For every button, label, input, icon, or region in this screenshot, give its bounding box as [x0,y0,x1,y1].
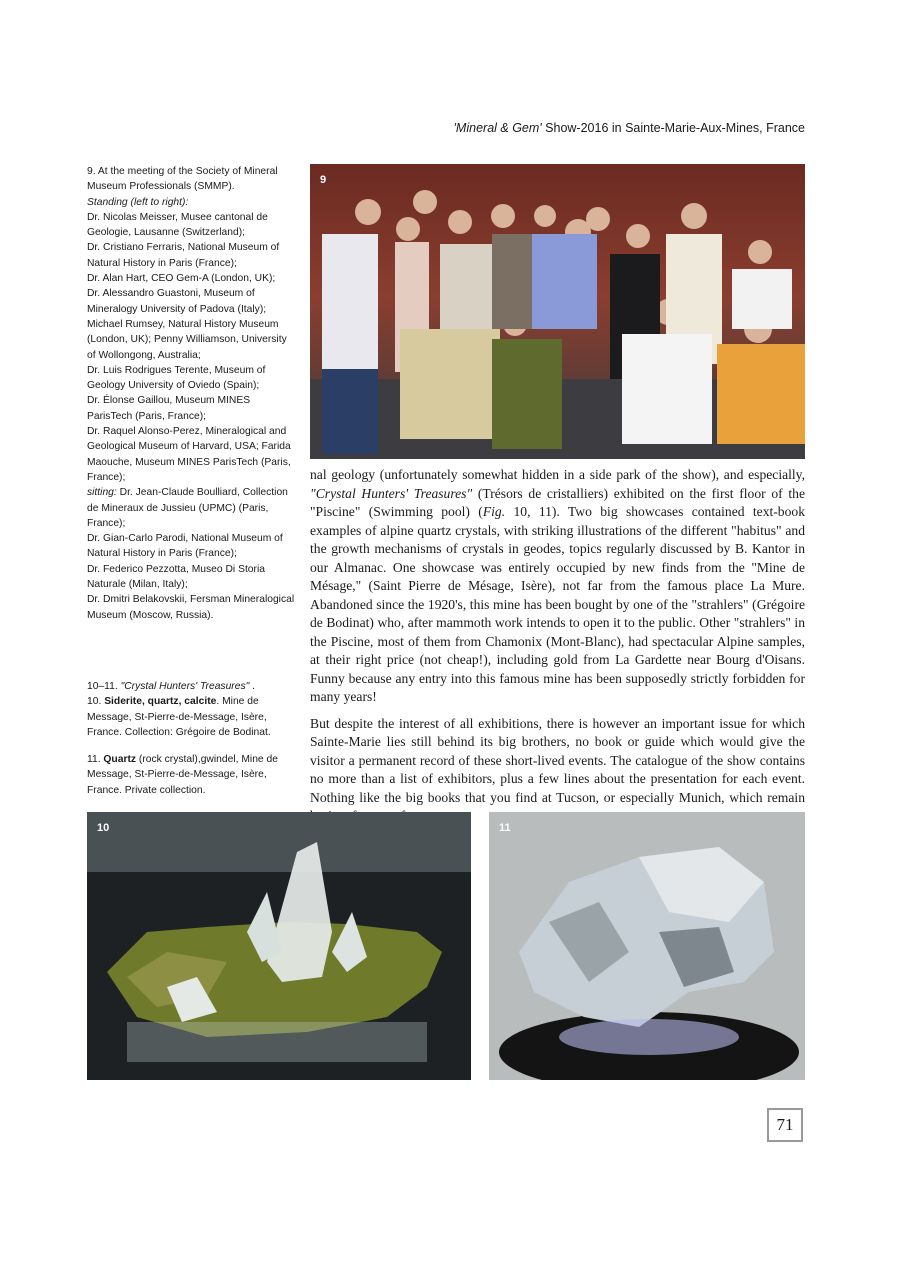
caption9-line: Dr. Cristiano Ferraris, National Museum of Natural History in Paris (France); [87,242,280,269]
caption9-line: 9. At the meeting of the Society of Mineral Museum Professionals (SMMP). [87,166,278,193]
page-number: 71 [767,1108,803,1142]
caption9-line: Dr. Luis Rodrigues Terente, Museum of Geology University of Oviedo (Spain); [87,364,266,392]
caption9-line: sitting: Dr. Jean-Claude Boulliard, Collection de Mineraux de Jussieu (UPMC) (Paris, France); [87,487,288,529]
quartz-gwindel-illustration [489,812,805,1080]
group-photo [310,164,805,459]
photo-number-11: 11 [499,822,511,834]
caption9-line: Dr. Nicolas Meisser, Musee cantonal de Geologie, Lausanne (Switzerland); [87,211,268,239]
caption9-line: Michael Rumsey, Natural History Museum (London, UK); Penny Williamson, University of Wollongong, Australia; [87,318,287,361]
caption9-line: Dr. Raquel Alonso-Perez, Mineralogical and Geological Museum of Harvard, USA; Farida Maouche, Museum MINES ParisTech (Paris, France); [87,426,291,483]
running-header [300,121,805,135]
siderite-quartz-illustration [87,812,471,1080]
caption9-line: Dr. Gian-Carlo Parodi, National Museum of Natural History in Paris (France); [87,533,283,560]
caption9-line: Dr. Federico Pezzotta, Museo Di Storia Naturale (Milan, Italy); [87,563,265,591]
photo-number-9: 9 [320,174,327,186]
header-title-italic: 'Mineral & Gem' [453,121,542,135]
mineral-photo-quartz-gwindel [489,812,805,1080]
caption9-line: Standing (left to right): [87,196,189,208]
mineral-photo-siderite-quartz [87,812,471,1080]
paragraph-2: But despite the interest of all exhibitions, there is however an important issue for which Sainte-Marie lies still behind its big brothers, no book or guide which would give the visitor a permanent record of these short-lived events. The catalogue of the show contains no more than a list of exhibitors, plus a few lines about the presentation for each event. Nothing like the big books that you find at Tucson, or especially Munich, which remain [310,715,805,805]
group-photo-illustration [310,164,805,459]
caption9-line: Dr. Élonse Gaillou, Museum MINES ParisTech (Paris, France); [87,395,251,422]
paragraph-1: nal geology (unfortunately somewhat hidden in a side park of the show), and especially, "Crystal Hunters' Treasures" (Trésors de cristalliers) exhibited on the first floor of the "Piscine" (Swimming pool) (Fig. 10, 11). Two big showcases contained text-book examples of alpine quartz crystals, with striking illustrations of the different "habitus" and the growth mechanisms of crystals in geodes, topics regularly discussed by B. Kantor in our Almanac. One showcase was entirely occupied by new finds from the "Mine de Mésage," (Saint Pierre de Mésage, Isère), not far from the famous place La Mure. Abandoned since the 1920's, this mine has been bought by one of the "strahlers" (Grégoire de Bodinat) who, after mammoth work intends to open it to the public. Other "strahlers" in the Piscine, most of them from Chamonix (Mont-Blanc), had spectacular Alpine samples, at their right price (not cheap!), including gold from La Gardette near Bourg d'Oisans. Funny because any entry into this famous mine has been supposedly strictly forbidden for many years! [310,467,805,704]
caption10: 10. Siderite, quartz, calcite. Mine de Message, St-Pierre-de-Message, Isère, France. Collection: Grégoire de Bodinat. [87,696,271,738]
caption11: 11. Quartz (rock crystal),gwindel, Mine de Message, St-Pierre-de-Message, Isère, France. Private collection. [87,754,278,796]
caption9-line: Dr. Alan Hart, CEO Gem-A (London, UK); [87,273,276,285]
header-title-rest: Show-2016 in Sainte-Marie-Aux-Mines, France [541,121,805,135]
caption9-line: Dr. Dmitri Belakovskii, Fersman Mineralogical Museum (Moscow, Russia). [87,594,295,621]
body-text [310,466,805,834]
sidebar-captions [87,164,297,798]
photo-number-10: 10 [97,822,110,834]
caption10-11-heading: 10–11. "Crystal Hunters' Treasures" . [87,680,256,692]
caption9-line: Dr. Alessandro Guastoni, Museum of Mineralogy University of Padova (Italy); [87,288,267,315]
